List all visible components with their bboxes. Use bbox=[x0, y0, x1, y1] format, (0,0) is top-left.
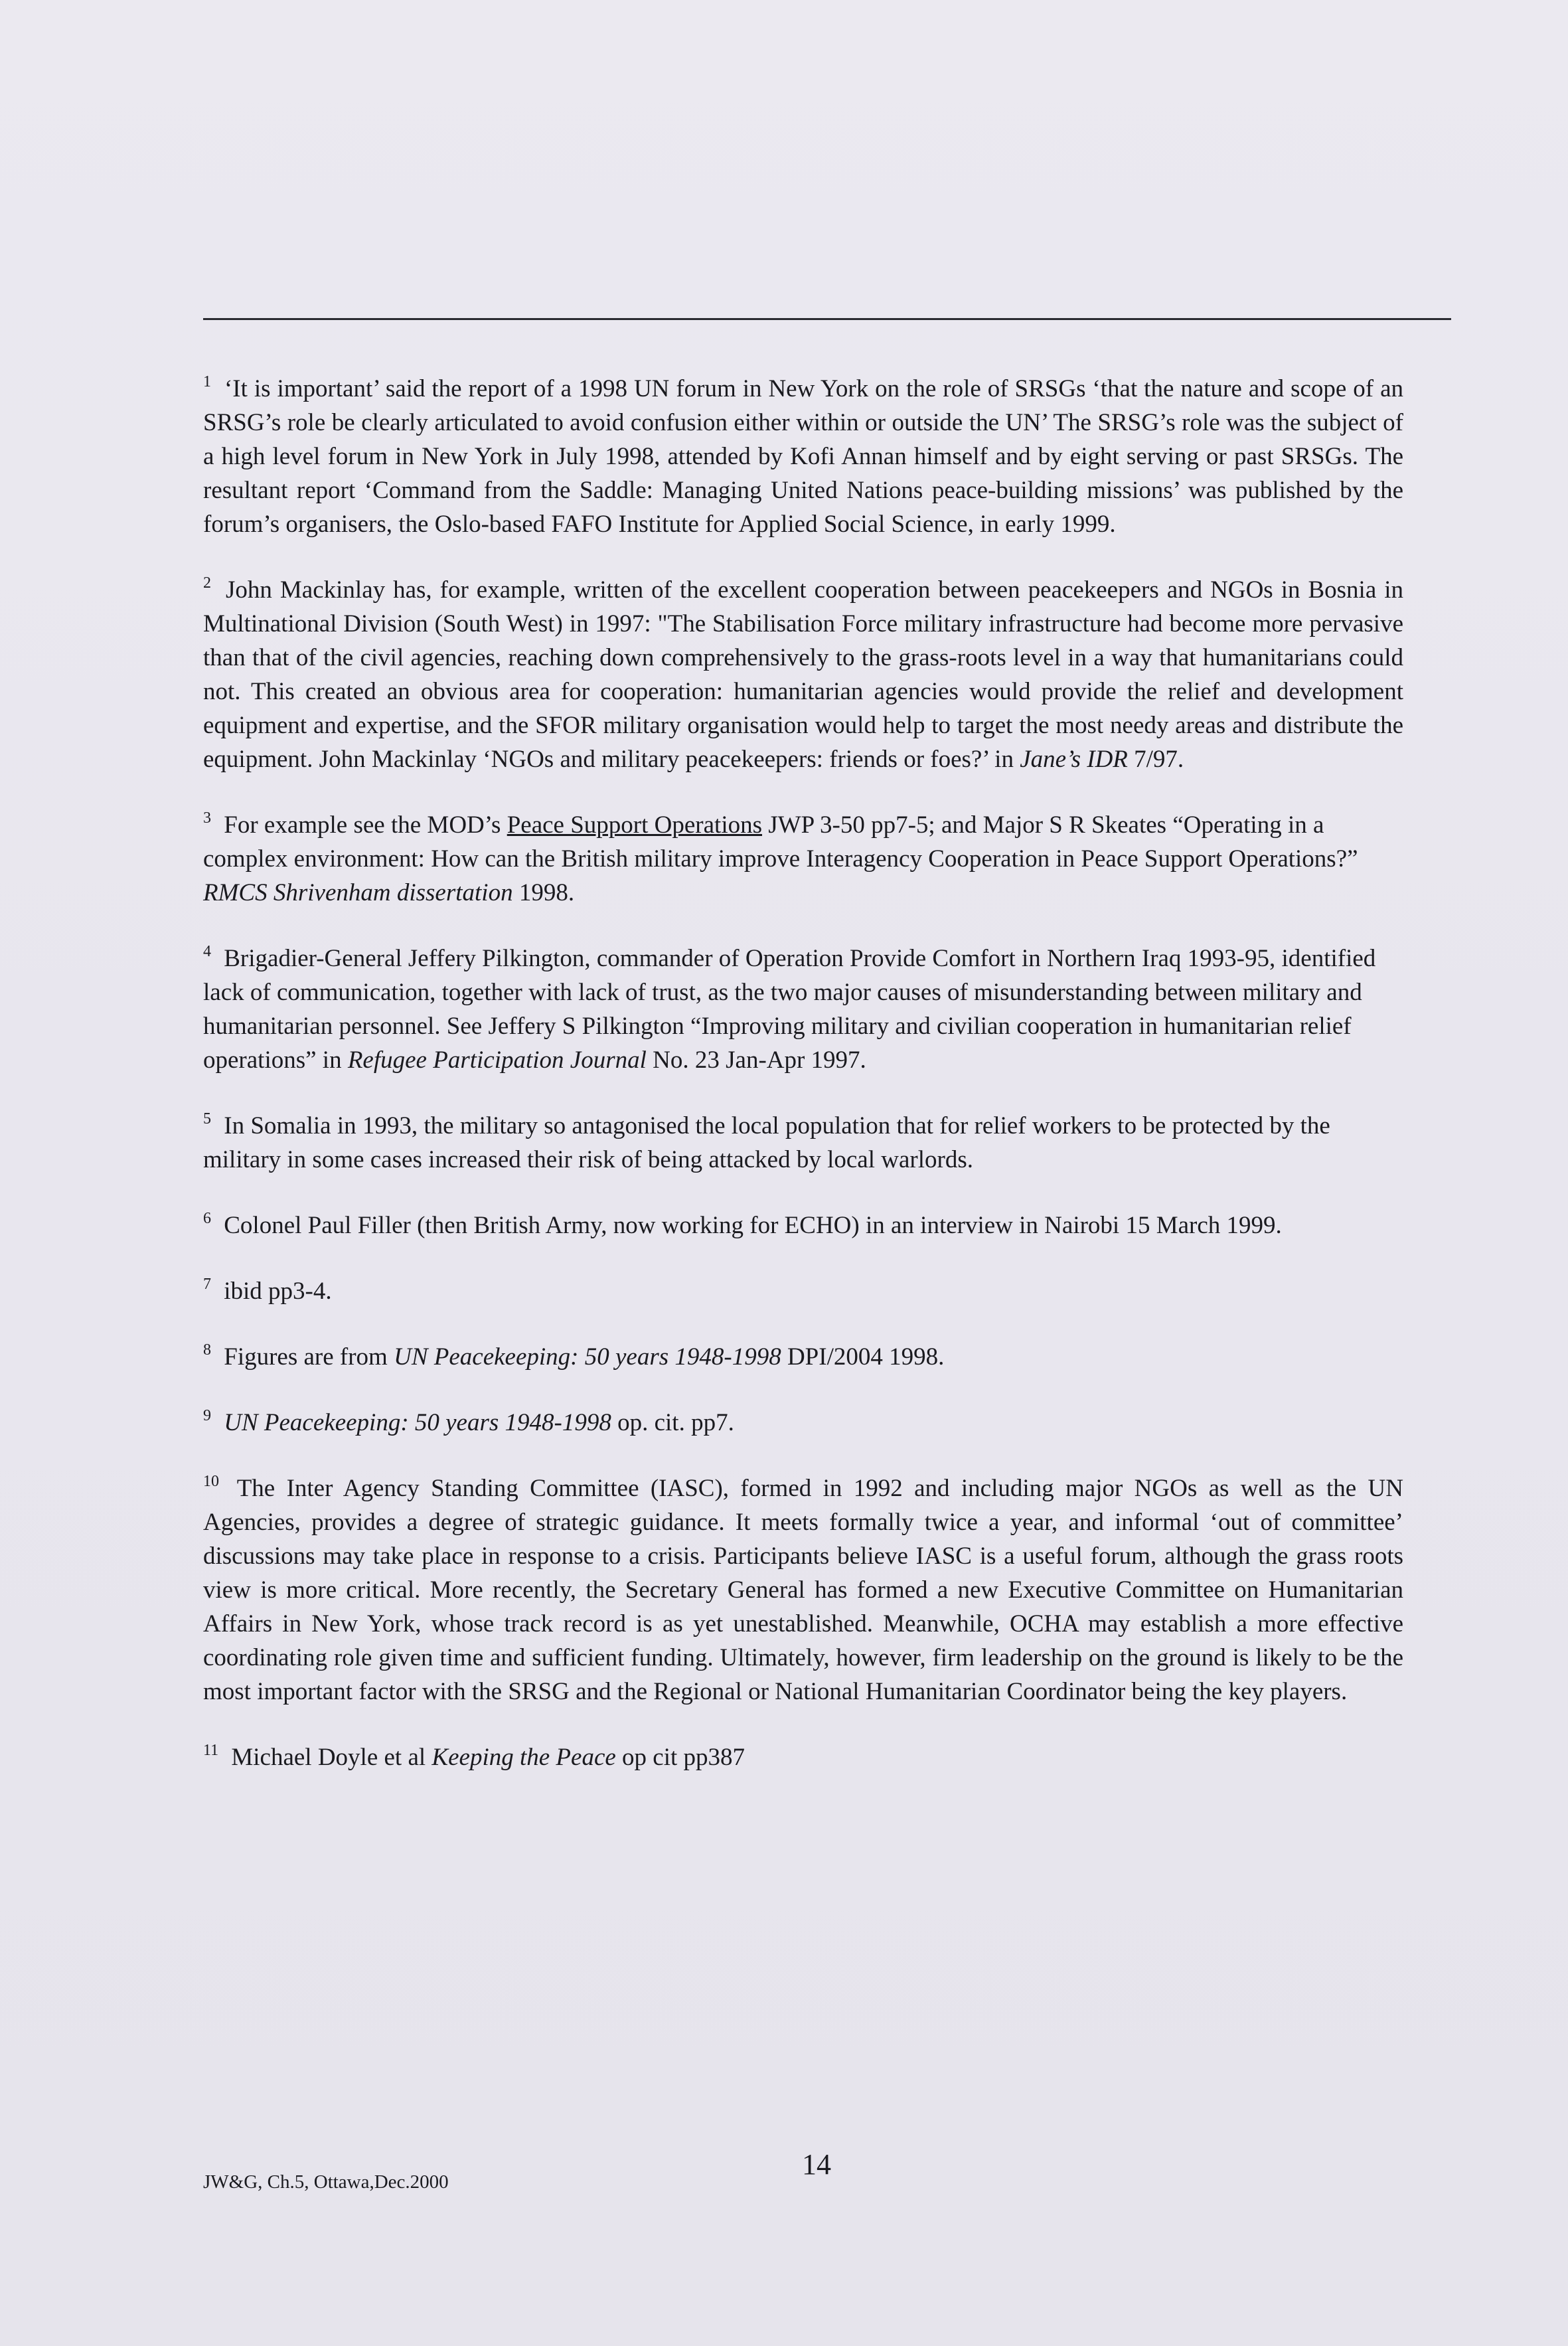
footer-reference: JW&G, Ch.5, Ottawa,Dec.2000 bbox=[203, 2171, 449, 2193]
page-number: 14 bbox=[802, 2148, 831, 2181]
footnote-italic-text: Jane’s IDR bbox=[1020, 746, 1128, 773]
footnote-text: Michael Doyle et al bbox=[231, 1744, 432, 1771]
footnote-5 bbox=[203, 1109, 1403, 1177]
footnote-text: Colonel Paul Filler (then British Army, now working for ECHO) in an interview in Nairobi 15 March 1999. bbox=[224, 1212, 1282, 1239]
footnote-number: 6 bbox=[203, 1210, 211, 1227]
footnote-italic-text: RMCS Shrivenham dissertation bbox=[203, 879, 513, 906]
footnote-9 bbox=[203, 1406, 1403, 1440]
footnote-italic-text: Refugee Participation Journal bbox=[347, 1047, 647, 1074]
footnote-7 bbox=[203, 1274, 1403, 1308]
footnote-3 bbox=[203, 808, 1403, 910]
footnote-underlined-title: Peace Support Operations bbox=[507, 811, 762, 839]
footnote-italic-text: Keeping the Peace bbox=[431, 1744, 616, 1771]
footnote-4 bbox=[203, 942, 1403, 1077]
footnote-text: Brigadier-General Jeffery Pilkington, commander of Operation Provide Comfort in Northern Iraq 1993-95, identified lack of communication, together with lack of trust, as the two major causes of misunderstanding between military and humanitarian personnel. See Jeffery S Pilkington “Improving military and civilian cooperation in humanitarian relief operations” in bbox=[203, 945, 1376, 1074]
footnote-number: 10 bbox=[203, 1473, 219, 1490]
footnote-11 bbox=[203, 1740, 1403, 1774]
footnote-number: 1 bbox=[203, 373, 211, 390]
footnote-text-end: op. cit. pp7. bbox=[611, 1409, 734, 1436]
footnote-number: 5 bbox=[203, 1110, 211, 1128]
footnote-italic-text: UN Peacekeeping: 50 years 1948-1998 bbox=[224, 1409, 611, 1436]
footnotes-section bbox=[203, 372, 1403, 1806]
footnote-number: 4 bbox=[203, 943, 211, 960]
footnote-text: For example see the MOD’s bbox=[224, 811, 507, 839]
footnote-text-end: 1998. bbox=[512, 879, 575, 906]
footnote-number: 8 bbox=[203, 1341, 211, 1359]
footnote-8 bbox=[203, 1340, 1403, 1374]
footnote-10 bbox=[203, 1471, 1403, 1709]
footnote-text: Figures are from bbox=[224, 1343, 394, 1371]
footnote-number: 9 bbox=[203, 1407, 211, 1424]
footnote-text-end: No. 23 Jan-Apr 1997. bbox=[646, 1047, 866, 1074]
footnote-separator-rule bbox=[203, 318, 1451, 320]
footnote-text: The Inter Agency Standing Committee (IASC), formed in 1992 and including major NGOs as well as the UN Agencies, provides a degree of strategic guidance. It meets formally twice a year, and informal ‘out of committee’ discussions may take place in response to a crisis. Participants believe IASC is a useful forum, although the grass roots view is more critical. More recently, the Secretary General has formed a new Executive Committee on Humanitarian Affairs in New York, whose track record is as yet unestablished. Meanwhile, OCHA may establish a more effective coordinating role given time and sufficient funding. Ultimately, however, firm leadership on the ground is likely to be the most important factor with the SRSG and the Regional or National Humanitarian Coordinator being the key players. bbox=[203, 1475, 1403, 1705]
footnote-text: John Mackinlay has, for example, written of the excellent cooperation between peacekeepers and NGOs in Bosnia in Multinational Division (South West) in 1997: "The Stabilisation Force military infrastructure had become more pervasive than that of the civil agencies, reaching down comprehensively to the grass-roots level in a way that humanitarians could not. This created an obvious area for cooperation: humanitarian agencies would provide the relief and development equipment and expertise, and the SFOR military organisation would help to target the most needy areas and distribute the equipment. John Mackinlay ‘NGOs and military peacekeepers: friends or foes?’ in bbox=[203, 576, 1404, 773]
footnote-text-b: JWP 3-50 pp7-5; and Major S R Skeates “Operating in a complex environment: How can the British military improve Interagency Cooperation in Peace Support Operations?” bbox=[203, 811, 1358, 873]
footnote-text: ‘It is important’ said the report of a 1998 UN forum in New York on the role of SRSGs ‘that the nature and scope of an SRSG’s role be clearly articulated to avoid confusion either within or outside the UN’ The SRSG’s role was the subject of a high level forum in New York in July 1998, attended by Kofi Annan himself and by eight serving or past SRSGs. The resultant report ‘Command from the Saddle: Managing United Nations peace-building missions’ was published by the forum’s organisers, the Oslo-based FAFO Institute for Applied Social Science, in early 1999. bbox=[203, 375, 1403, 538]
footnote-text: ibid pp3-4. bbox=[224, 1278, 332, 1305]
footnote-text-end: op cit pp387 bbox=[615, 1744, 745, 1771]
footnote-number: 7 bbox=[203, 1276, 211, 1293]
footnote-text-end: 7/97. bbox=[1127, 746, 1184, 773]
footnote-1 bbox=[203, 372, 1403, 541]
footnote-6 bbox=[203, 1209, 1403, 1242]
footnote-number: 3 bbox=[203, 809, 211, 827]
footnote-2 bbox=[203, 573, 1403, 776]
footnote-text-end: DPI/2004 1998. bbox=[781, 1343, 945, 1371]
footnote-number: 2 bbox=[203, 574, 211, 592]
footnote-italic-text: UN Peacekeeping: 50 years 1948-1998 bbox=[394, 1343, 781, 1371]
footnote-text: In Somalia in 1993, the military so antagonised the local population that for relief workers to be protected by the military in some cases increased their risk of being attacked by local warlords. bbox=[203, 1112, 1330, 1173]
footnote-number: 11 bbox=[203, 1742, 219, 1759]
